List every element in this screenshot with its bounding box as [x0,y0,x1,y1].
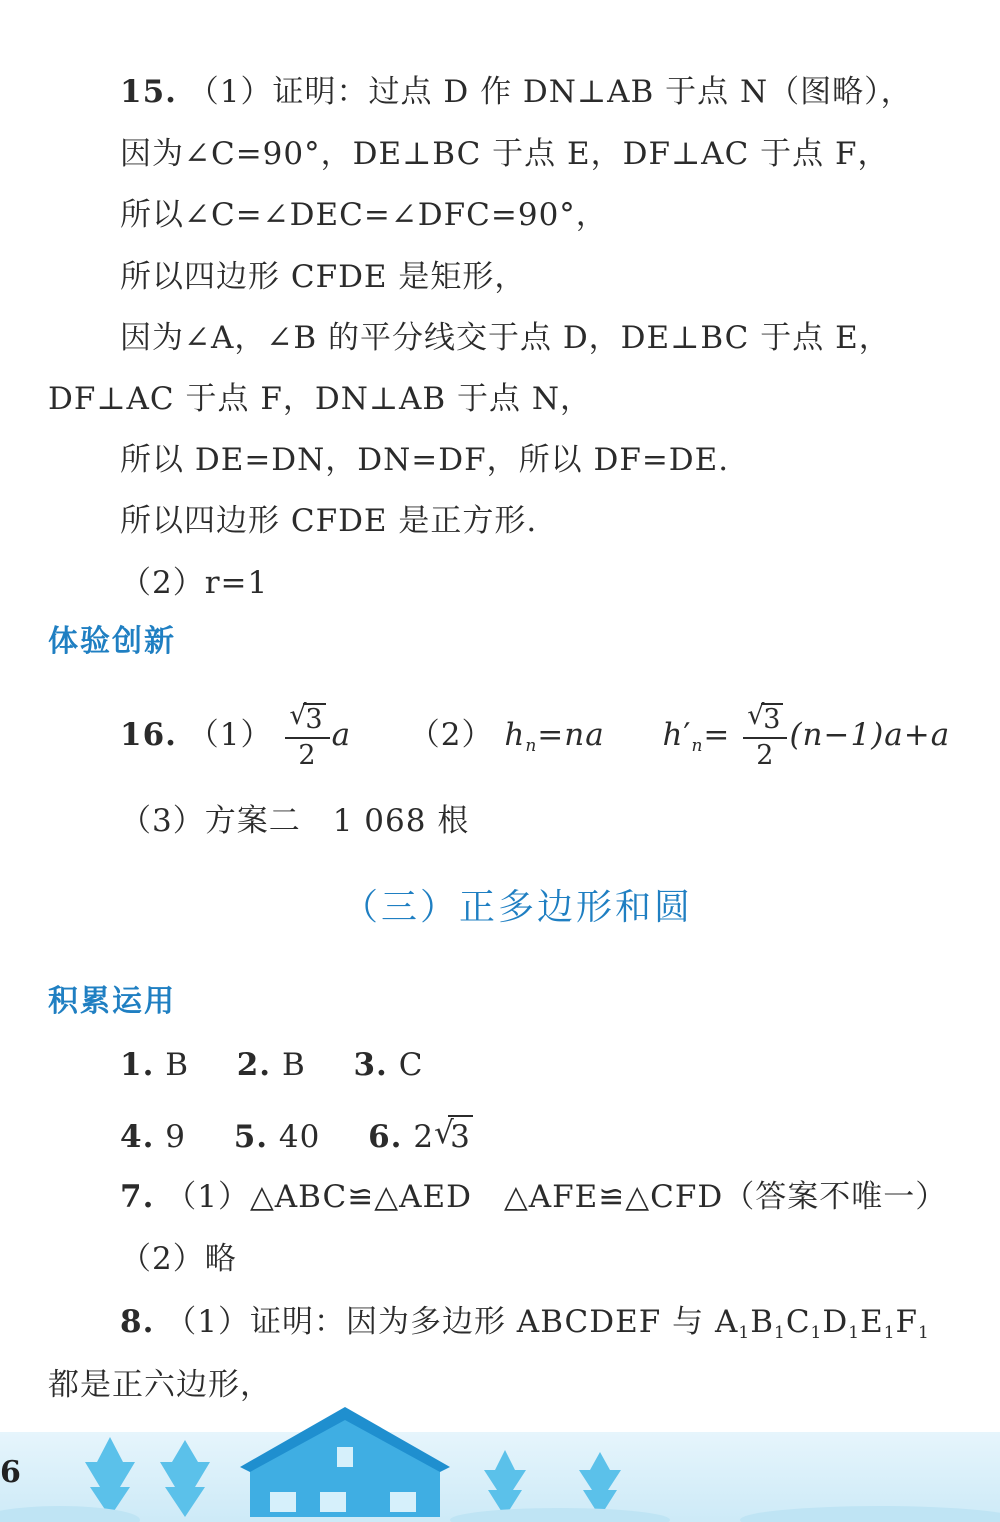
q15-line-8: 所以四边形 CFDE 是正方形. [120,503,538,539]
q15-line-5: 因为∠A，∠B 的平分线交于点 D，DE⊥BC 于点 E， [120,320,891,356]
q15-line-7: 所以 DE=DN，DN=DF，所以 DF=DE. [120,442,730,478]
denominator: 2 [298,739,317,771]
answer-number: 6. [368,1119,403,1155]
q7-text-1: （1）△ABC≌△AED △AFE≌△CFD（答案不唯一） [165,1179,948,1215]
radicand-b: 3 [763,703,782,735]
answer-number: 1. [120,1047,155,1083]
q8-line-1: 8. （1）证明：因为多边形 ABCDEF 与 $A_1B_1C_1D_1E_1F_1$ [120,1304,930,1343]
q16-number: 16. [120,717,177,753]
q15-line-4: 所以四边形 CFDE 是矩形， [120,259,527,295]
answer-number: 3. [353,1047,388,1083]
answer-value: 9 [165,1119,186,1155]
q7-number: 7. [120,1179,155,1215]
q16-tail: (n−1)a+a [789,717,951,753]
chapter-title: （三）正多边形和圆 [342,887,694,928]
q15-line-9: （2）r=1 [120,565,269,601]
q15-line-2: 因为∠C=90°，DE⊥BC 于点 E，DF⊥AC 于点 F， [120,136,890,172]
answer-value: 2 [413,1119,435,1155]
q8-line-2: 都是正六边形， [48,1367,272,1403]
prime-mark: ′ [683,717,692,753]
answer-value: 40 [278,1119,321,1155]
q15-text-1: （1）证明：过点 D 作 DN⊥AB 于点 N（图略）， [187,74,913,110]
h-n-subscript: n [525,736,538,756]
q7-line-1 [120,1177,947,1217]
h-n: h [504,717,526,753]
h-n-prime: h [662,717,684,753]
q7-line-2: （2）略 [120,1241,237,1277]
answer-value: B [165,1047,190,1083]
q15-line-6: DF⊥AC 于点 F，DN⊥AB 于点 N， [48,381,592,417]
q16-part2-label: （2） [408,717,494,753]
page-number: 6 [0,1455,21,1490]
q8-text-1: （1）证明：因为多边形 ABCDEF 与 A [165,1304,739,1340]
denominator-b: 2 [756,739,775,771]
q16-eq1: =na [537,717,605,753]
footer-decoration [0,1392,1000,1522]
section-heading-practice: 积累运用 [48,984,176,1019]
answer-value: B [281,1047,306,1083]
h-n-prime-subscript: n [691,736,704,756]
q15-line-3: 所以∠C=∠DEC=∠DFC=90°， [120,197,608,233]
answer-number: 2. [236,1047,272,1083]
sqrt-3: √ 3 [434,1115,471,1155]
radicand-c: 3 [448,1115,473,1157]
fraction-sqrt3-over-2-b: √ 3 2 [743,703,787,771]
q15-line-1 [120,72,913,112]
q16-part1-label: （1） [187,717,273,753]
answers-row-2 [120,1115,473,1157]
q15-number: 15. [120,74,177,110]
q16-line-2: （3）方案二 1 068 根 [120,803,470,839]
answer-value: C [398,1047,424,1083]
fraction-sqrt3-over-2: √ 3 2 [285,703,329,771]
answer-number: 5. [233,1119,269,1155]
answers-row-1 [120,1045,423,1085]
section-heading-innovation: 体验创新 [48,624,176,659]
radicand: 3 [305,703,324,735]
answer-number: 4. [120,1119,155,1155]
q16-line-1 [120,700,950,781]
q8-number: 8. [120,1304,155,1340]
variable-a: a [331,717,352,753]
q16-eq2: = [703,717,731,753]
house-icon [240,1407,450,1517]
